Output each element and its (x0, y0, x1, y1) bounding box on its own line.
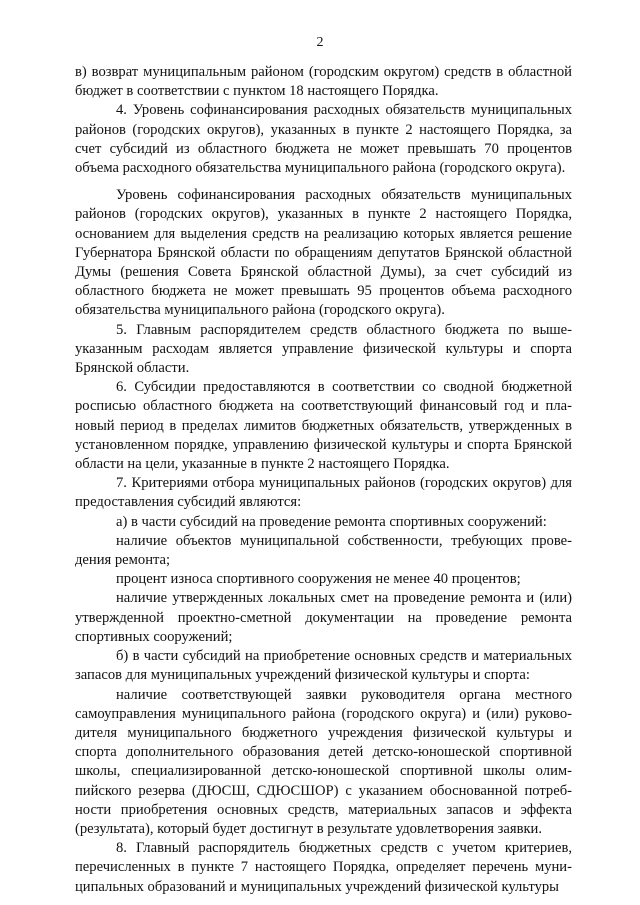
paragraph-7a: а) в части субсидий на проведение ремонта спортивных сооружений: (116, 513, 547, 530)
paragraph-3v: в) возврат муниципальным районом (городским округом) средств в областной бюджет в соответствии с пунктом 18 настоящего Порядка. (75, 64, 572, 100)
paragraph-7: 7. Критериями отбора муниципальных районов (городских округов) для предоставления субсидий являются: (75, 475, 572, 511)
paragraph-7a-item-2: процент износа спортивного сооружения не менее 40 процентов; (116, 571, 521, 588)
paragraph-7a-item-1: наличие объектов муниципальной собственности, требующих проведения ремонта; (75, 532, 572, 569)
page-number: 2 (316, 35, 324, 50)
paragraph-7b-item-1: наличие соответствующей заявки руководителя органа местного самоуправления муниципального района (городского округа) и (или) руководителя муниципального бюджетного учреждения физической культуры и спорта дополнительного образования детей детско-юношеской спортивной школы, специализированной детско-юношеской спортивной школы олимпийского резерва (ДЮСШ, СДЮСШОР) с указанием обоснованной потребности приобретения основных средств, материальных запасов и эффекта (результата), который будет достигнут в результате удовлетворения заявки. (75, 686, 572, 837)
paragraph-6: 6. Субсидии предоставляются в соответствии со сводной бюджетной росписью областного бюджета на соответствующий финансовый год и плановый период в пределах лимитов бюджетных обязательств, утвержденных в установленном порядке, управлению физической культуры и спорта Брянской области на цели, указанные в пункте 2 настоящего Порядка. (75, 379, 572, 473)
paragraph-4-continued: Уровень софинансирования расходных обязательств муниципальных районов (городских округов), указанных в пункте 2 настоящего Порядка, основанием для выделения средств на реализацию которых является решение Губернатора Брянской области по обращениям депутатов Брянской областной Думы (решения Совета Брянской областной Думы), за счет субсидий из областного бюджета не может превышать 95 процентов объема расходного обязательства муниципального района (городского округа). (75, 187, 572, 319)
paragraph-8: 8. Главный распорядитель бюджетных средств с учетом критериев, перечисленных в пункте 7 настоящего Порядка, определяет перечень муниципальных образований и муниципальных учреждений физической культуры (75, 840, 572, 895)
paragraph-4: 4. Уровень софинансирования расходных обязательств муниципальных районов (городских округов), указанных в пункте 2 настоящего Порядка, за счет субсидий из областного бюджета не может превышать 70 процентов объема расходного обязательства муниципального района (городского округа). (75, 102, 572, 177)
document-body (75, 63, 572, 897)
paragraph-7a-item-3: наличие утвержденных локальных смет на проведение ремонта и (или) утвержденной проектно-сметной документации на проведение ремонта спортивных сооружений; (75, 590, 572, 645)
paragraph-7b: б) в части субсидий на приобретение основных средств и материальных запасов для муниципальных учреждений физической культуры и спорта: (75, 648, 572, 684)
paragraph-5: 5. Главным распорядителем средств областного бюджета по вышеуказанным расходам является управление физической культуры и спорта Брянской области. (75, 321, 572, 377)
